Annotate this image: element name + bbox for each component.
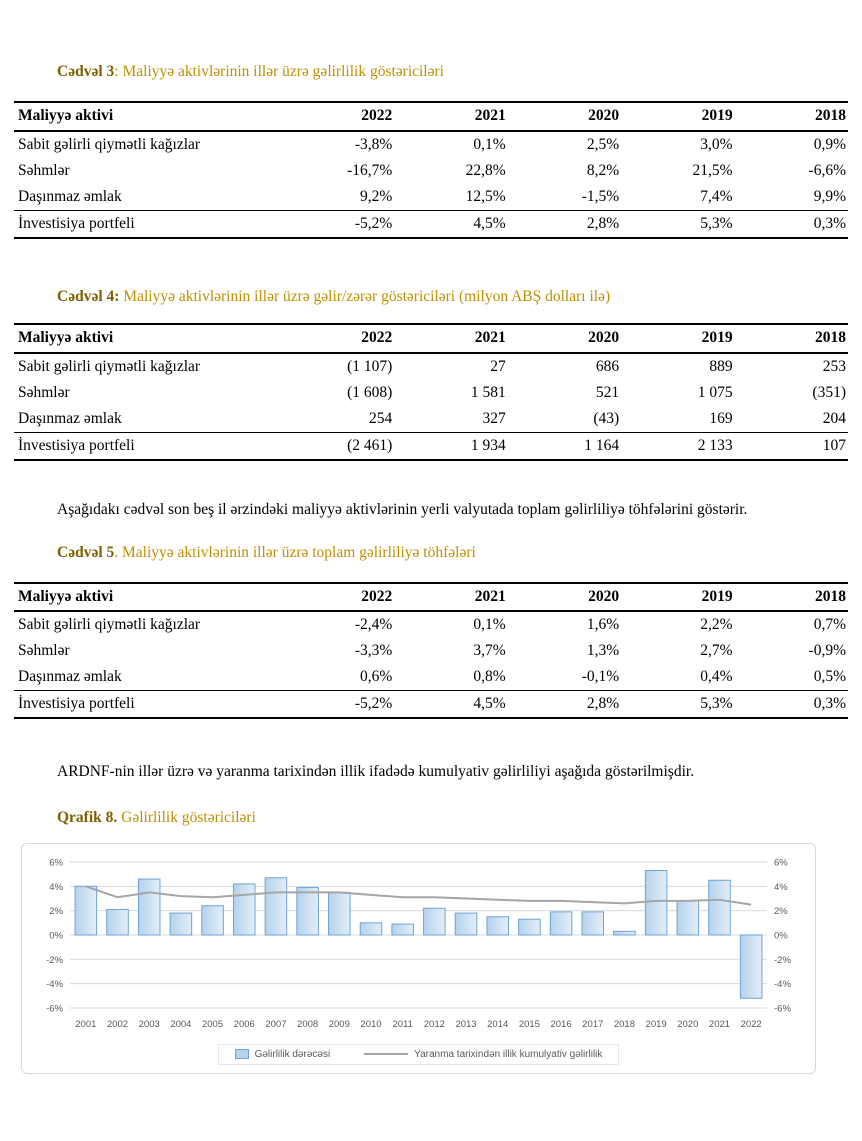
column-header: 2022 [281,324,394,352]
value-cell: 1,3% [586,641,620,659]
bar [614,931,636,935]
table-row [14,158,848,184]
value-cell: -1,5% [581,187,620,205]
value-cell: 0,4% [700,667,733,685]
column-header: 2019 [621,324,734,352]
bar [360,922,382,934]
value-cell: (1 107) [347,357,393,375]
x-tick-label: 2010 [360,1018,382,1030]
x-tick-label: 2022 [740,1018,762,1030]
bar [297,887,319,934]
bar [329,892,351,935]
table4-caption-text: Maliyyə aktivlərinin illər üzrə gəlir/zərər göstəriciləri (milyon ABŞ dolları ilə) [119,288,611,306]
table-row [14,184,848,211]
value-cell: 1 581 [470,383,506,401]
table-row [14,691,848,719]
y-tick-label-right: -2% [774,954,791,966]
table5-body [14,611,848,719]
table5-caption [57,543,806,562]
value-cell: 686 [595,357,620,375]
column-header: 2022 [281,583,394,611]
table4-caption [57,287,806,306]
y-tick-label-right: -6% [774,1003,791,1015]
bar [645,870,667,934]
value-cell: 1 075 [697,383,733,401]
table3-caption [57,62,806,81]
y-tick-label-right: -4% [774,978,791,990]
y-tick-label-right: 0% [774,930,788,942]
value-cell: 2,5% [586,135,620,153]
legend-item-cumulative [364,1049,602,1060]
value-cell: 1 164 [508,433,621,461]
bar [582,911,604,934]
value-cell: 0,8% [473,667,506,685]
value-cell: 2,8% [508,210,621,238]
column-header: 2020 [508,583,621,611]
value-cell: -3,8% [354,135,393,153]
row-label: Səhmlər [18,161,70,179]
chart-legend [218,1044,620,1065]
value-cell: 0,9% [813,135,846,153]
value-cell: -2,4% [354,615,393,633]
row-label: Səhmlər [18,641,70,659]
returns-chart [21,843,816,1074]
row-label: İnvestisiya portfeli [14,433,281,461]
x-tick-label: 2013 [455,1018,477,1030]
value-cell: 1 934 [394,433,507,461]
value-cell: 0,6% [360,667,393,685]
value-cell: 2 133 [621,433,734,461]
value-cell: 0,5% [813,667,846,685]
column-header: 2021 [394,324,507,352]
y-tick-label-left: 4% [49,881,63,893]
table5-caption-lead: Cədvəl 5 [57,544,115,562]
value-cell: -3,3% [354,641,393,659]
y-tick-label-left: -2% [46,954,63,966]
table-row [14,210,848,238]
line-series-swatch-icon [364,1053,408,1055]
row-label: Sabit gəlirli qiymətli kağızlar [18,615,201,633]
table4-caption-lead: Cədvəl 4: [57,288,120,306]
value-cell: 12,5% [465,187,506,205]
value-cell: -5,2% [281,210,394,238]
value-cell: 521 [595,383,620,401]
value-cell: 0,1% [473,615,506,633]
x-tick-label: 2002 [106,1018,129,1030]
table4-body [14,353,848,461]
column-header: 2019 [621,102,734,130]
column-header: 2021 [394,102,507,130]
legend-label-cumulative: Yaranma tarixindən illik kumulyativ gəlirlilik [414,1048,603,1060]
value-cell: 3,7% [473,641,506,659]
value-cell: 253 [822,357,846,375]
value-cell: 327 [482,409,506,427]
row-label: Daşınmaz əmlak [18,409,122,427]
bar [138,879,160,935]
row-label: İnvestisiya portfeli [14,210,281,238]
bar [170,913,192,935]
x-tick-label: 2014 [487,1018,509,1030]
column-header: 2019 [621,583,734,611]
value-cell: 5,3% [621,691,734,719]
legend-label-return-rate: Gəlirlilik dərəcəsi [254,1048,331,1060]
paragraph-contributions-intro: Aşağıdakı cədvəl son beş il ərzindəki maliyyə aktivlərinin yerli valyutada toplam gəlirliliyə töhfələrini göstərir. [57,501,748,519]
y-tick-label-left: 6% [49,857,63,869]
row-label: Səhmlər [18,383,70,401]
value-cell: 0,1% [473,135,506,153]
y-tick-label-right: 2% [774,905,788,917]
value-cell: -0,1% [581,667,620,685]
value-cell: (43) [593,409,620,427]
table-row [14,638,848,664]
paragraph-cumulative-intro: ARDNF-nin illər üzrə və yaranma tarixindən illik ifadədə kumulyativ gəlirliliyi aşağıda göstərilmişdir. [57,763,695,781]
value-cell: (1 608) [347,383,393,401]
column-header: Maliyyə aktivi [14,102,281,130]
column-header: 2018 [735,583,848,611]
x-tick-label: 2020 [677,1018,699,1030]
x-tick-label: 2011 [392,1018,413,1030]
table3-header-row [14,102,848,130]
table-row [14,433,848,461]
bar [550,911,572,934]
x-tick-label: 2017 [582,1018,604,1030]
column-header: 2021 [394,583,507,611]
value-cell: 8,2% [586,161,620,179]
bar [455,913,477,935]
value-cell: 9,9% [813,187,846,205]
bar [709,880,731,935]
y-tick-label-right: 6% [774,857,788,869]
y-tick-label-left: -4% [46,978,63,990]
value-cell: 254 [369,409,393,427]
chart-caption [57,808,806,827]
value-cell: 169 [709,409,733,427]
chart-caption-text: Gəlirlilik göstəriciləri [117,809,256,827]
column-header: 2018 [735,324,848,352]
value-cell: 4,5% [394,691,507,719]
x-tick-label: 2012 [423,1018,445,1030]
x-tick-label: 2005 [201,1018,224,1030]
x-tick-label: 2008 [297,1018,319,1030]
column-header: Maliyyə aktivi [14,324,281,352]
value-cell: 4,5% [394,210,507,238]
value-cell: (351) [812,383,846,401]
bar [740,935,762,998]
table-row [14,611,848,638]
bar [265,877,287,934]
value-cell: -5,2% [281,691,394,719]
table3-caption-text: : Maliyyə aktivlərinin illər üzrə gəlirlilik göstəriciləri [114,63,444,80]
table5-caption-text: . Maliyyə aktivlərinin illər üzrə toplam gəlirliliyə töhfələri [114,544,476,562]
bar [424,908,446,935]
column-header: 2018 [735,102,848,130]
value-cell: -0,9% [808,641,846,659]
y-tick-label-left: -6% [46,1003,63,1015]
table-row [14,406,848,433]
value-cell: 7,4% [700,187,733,205]
bar [392,924,414,935]
value-cell: 1,6% [586,615,620,633]
bar-series-swatch-icon [235,1049,249,1059]
value-cell: 2,2% [700,615,733,633]
returns-chart-plot [22,852,815,1036]
x-tick-label: 2015 [518,1018,540,1030]
value-cell: 889 [709,357,733,375]
y-tick-label-right: 4% [774,881,788,893]
value-cell: 21,5% [692,161,733,179]
value-cell: 204 [822,409,846,427]
table-row [14,131,848,158]
table-row [14,380,848,406]
value-cell: (2 461) [281,433,394,461]
table-row [14,664,848,691]
y-tick-label-left: 2% [49,905,63,917]
x-tick-label: 2018 [613,1018,636,1030]
table5-return-contributions [14,582,848,720]
x-axis-labels [75,1019,761,1030]
bar [677,901,699,935]
value-cell: 27 [490,357,506,375]
x-tick-label: 2006 [233,1018,255,1030]
row-label: Daşınmaz əmlak [18,667,122,685]
value-cell: 3,0% [700,135,733,153]
bar [487,916,509,934]
value-cell: -6,6% [808,161,846,179]
value-cell: 0,7% [813,615,846,633]
value-cell: 2,8% [508,691,621,719]
bar [519,919,541,935]
bar [107,909,129,935]
table4-profit-loss-by-year [14,323,848,461]
value-cell: -16,7% [347,161,393,179]
bar-series [75,870,762,998]
table-row [14,353,848,380]
chart-caption-lead: Qrafik 8. [57,809,118,827]
value-cell: 107 [735,433,848,461]
x-tick-label: 2004 [170,1018,192,1030]
value-cell: 9,2% [360,187,393,205]
y-tick-label-left: 0% [49,930,63,942]
table3-caption-lead: Cədvəl 3 [57,63,115,80]
x-tick-label: 2016 [550,1018,572,1030]
x-tick-label: 2019 [645,1018,667,1030]
x-tick-label: 2021 [708,1018,731,1030]
x-tick-label: 2007 [265,1018,287,1030]
x-tick-label: 2001 [75,1018,97,1030]
value-cell: 2,7% [700,641,733,659]
column-header: 2022 [281,102,394,130]
x-tick-label: 2003 [138,1018,160,1030]
legend-item-return-rate [235,1049,331,1060]
bar [75,886,97,935]
value-cell: 5,3% [621,210,734,238]
row-label: İnvestisiya portfeli [14,691,281,719]
row-label: Daşınmaz əmlak [18,187,122,205]
column-header: 2020 [508,324,621,352]
table4-header-row [14,324,848,352]
x-tick-label: 2009 [328,1018,350,1030]
value-cell: 0,3% [735,210,848,238]
row-label: Sabit gəlirli qiymətli kağızlar [18,357,201,375]
table3-body [14,131,848,239]
column-header: 2020 [508,102,621,130]
table5-header-row [14,583,848,611]
row-label: Sabit gəlirli qiymətli kağızlar [18,135,201,153]
value-cell: 0,3% [735,691,848,719]
column-header: Maliyyə aktivi [14,583,281,611]
value-cell: 22,8% [465,161,506,179]
bar [202,905,224,934]
bar [233,884,255,935]
table3-returns-by-year [14,101,848,239]
